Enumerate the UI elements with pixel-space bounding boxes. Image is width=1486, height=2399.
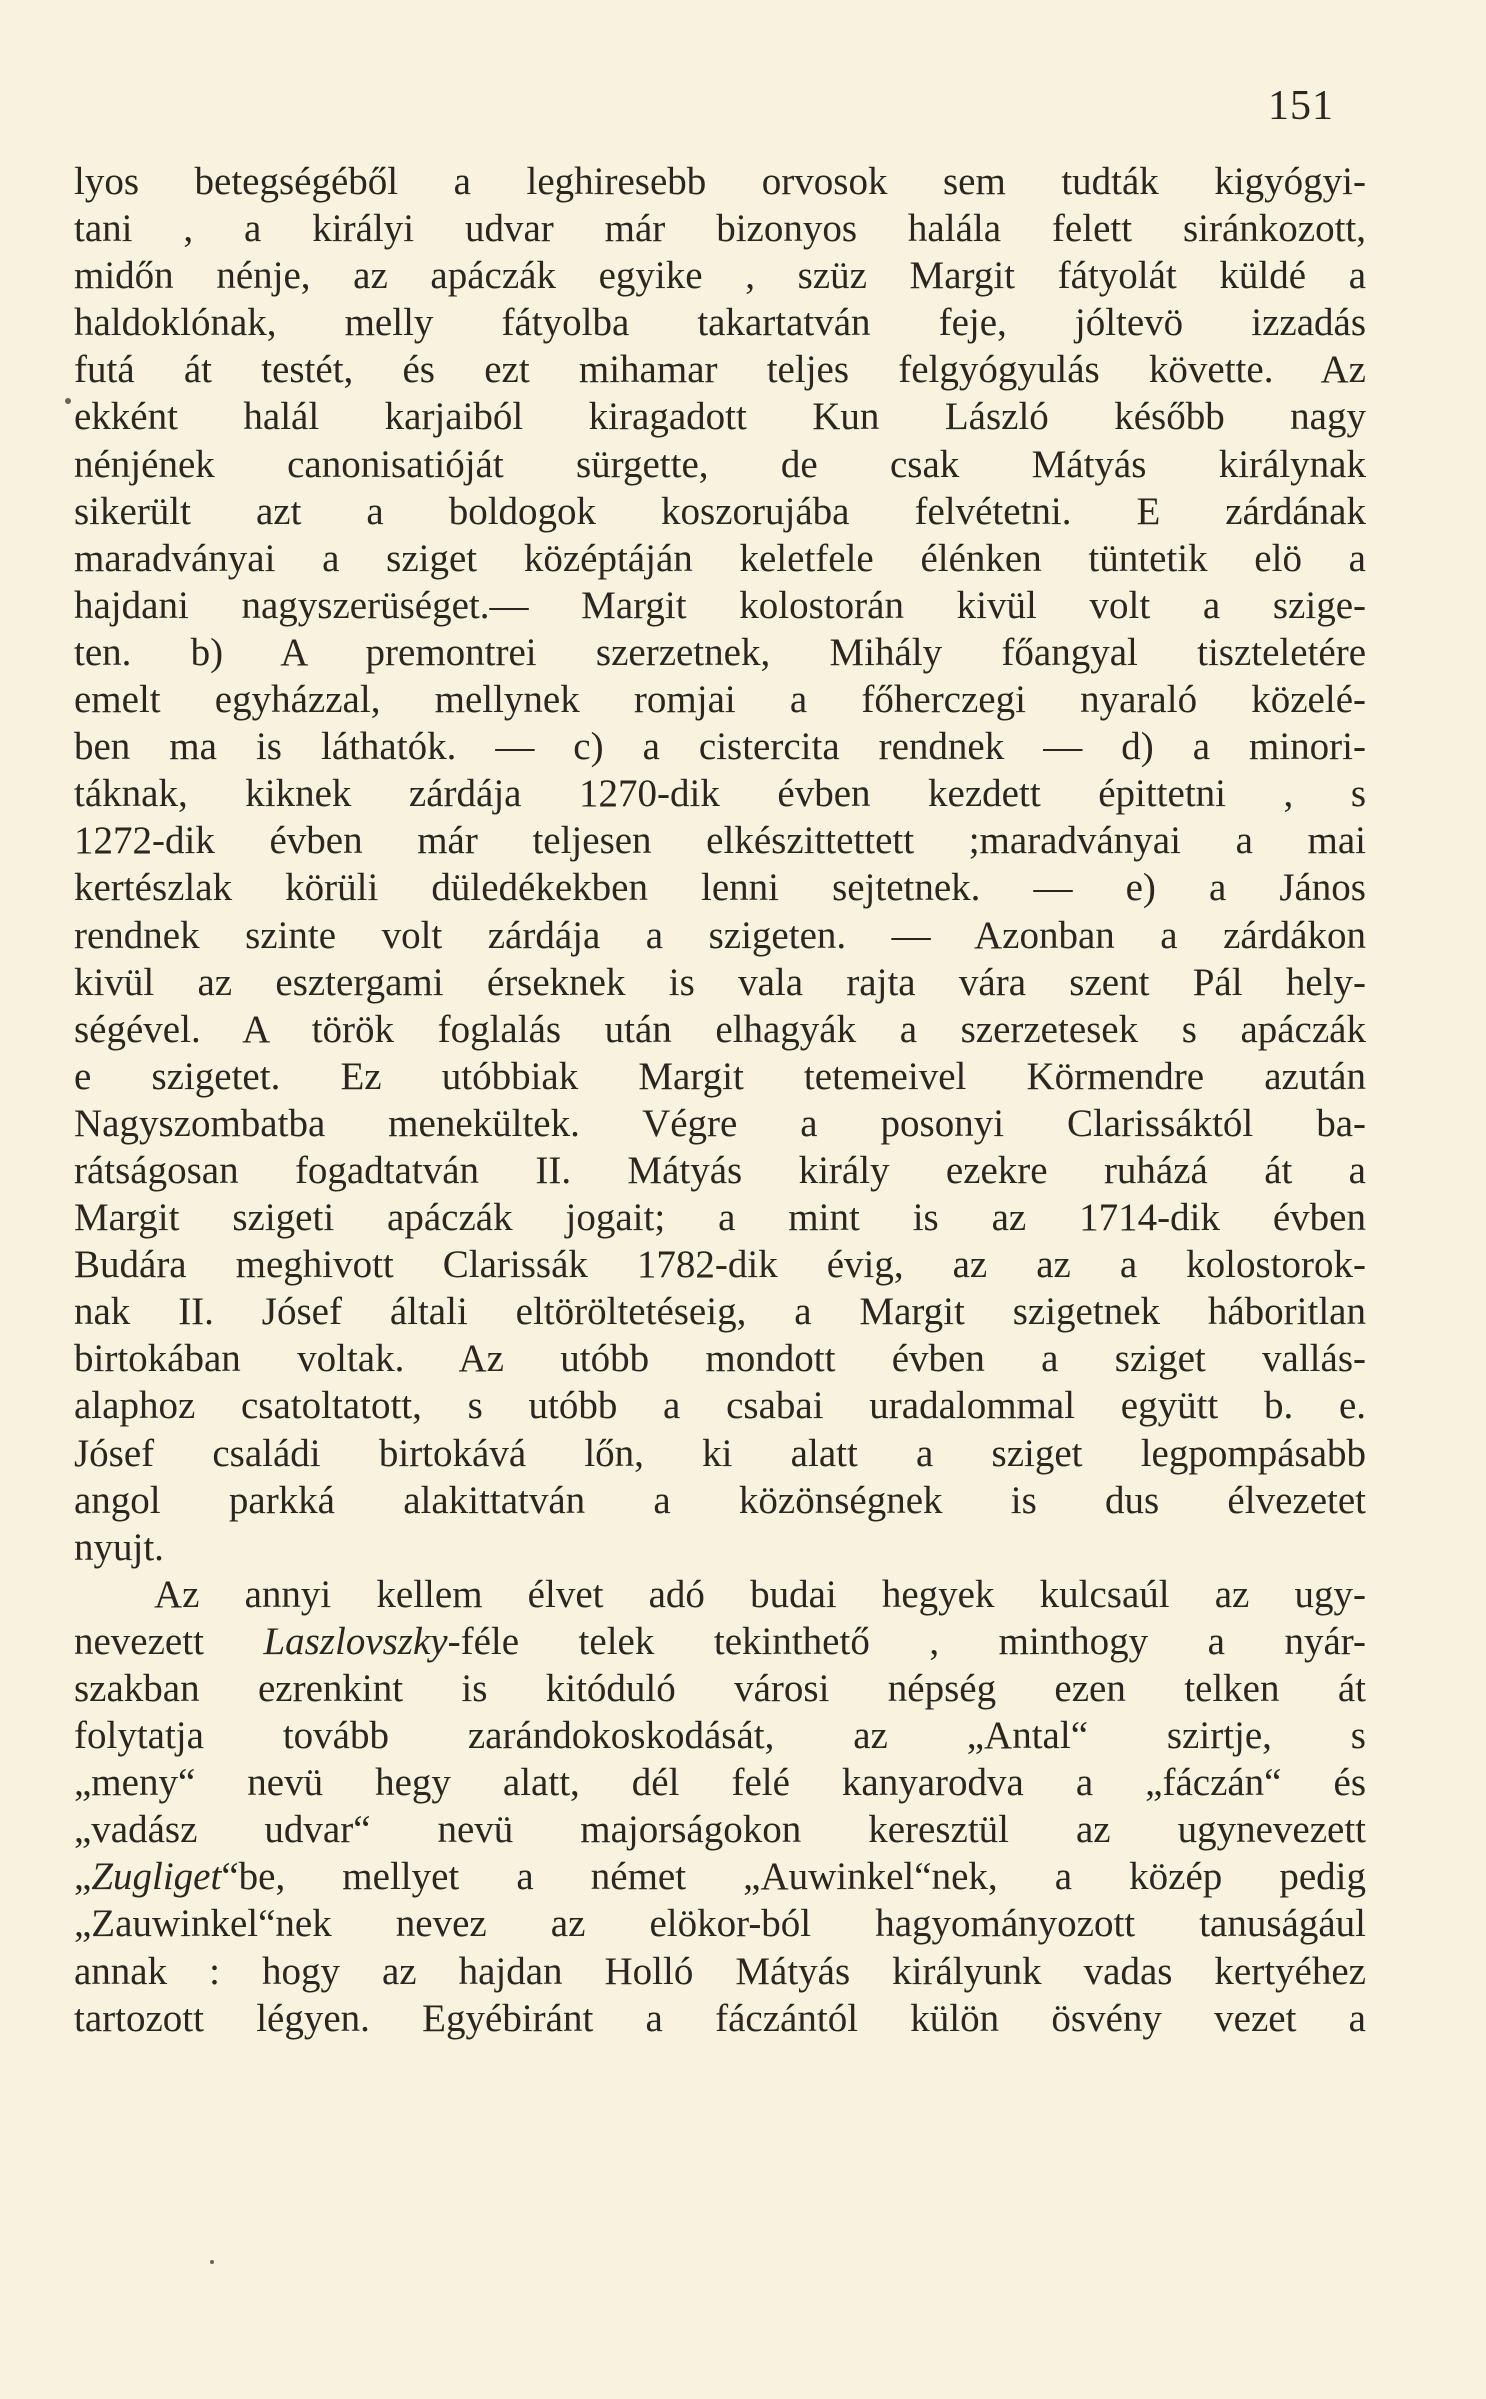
text-run: tartozott légyen. Egyébiránt a fáczántól külön ösvény vezet a	[74, 1996, 1366, 2040]
text-run: -féle telek tekinthető , minthogy a nyár-	[447, 1619, 1366, 1663]
text-run: sikerült azt a boldogok koszorujába felvétetni. E zárdának	[74, 489, 1366, 533]
text-run: Az annyi kellem élvet adó budai hegyek kulcsaúl az ugy-	[154, 1572, 1366, 1616]
text-line	[74, 1571, 1366, 1618]
text-run: folytatja tovább zarándokoskodását, az „Antal“ szirtje, s	[74, 1714, 1366, 1758]
text-line	[74, 1806, 1366, 1853]
text-run: „vadász udvar“ nevü majorságokon keresztül az ugynevezett	[74, 1808, 1366, 1852]
body-text	[74, 158, 1366, 2042]
text-run: szakban ezrenkint is kitóduló városi népség ezen telken át	[74, 1667, 1366, 1710]
text-run: maradványai a sziget középtáján keletfele élénken tüntetik elö a	[74, 536, 1366, 580]
text-run: ekként halál karjaiból kiragadott Kun László később nagy	[74, 395, 1366, 439]
text-run: nak II. Jósef általi eltöröltetéseig, a Margit szigetnek háboritlan	[74, 1290, 1366, 1334]
text-run: rátságosan fogadtatván II. Mátyás király ezekre ruházá át a	[74, 1148, 1366, 1192]
text-run: „	[74, 1855, 92, 1899]
text-line	[74, 1288, 1366, 1335]
text-line	[74, 393, 1366, 440]
text-line	[74, 1712, 1366, 1759]
text-run: nénjének canonisatióját sürgette, de csak Mátyás királynak	[74, 442, 1366, 486]
text-run: lyos betegségéből a leghiresebb orvosok sem tudták kigyógyi-	[74, 160, 1366, 203]
text-line	[74, 1477, 1366, 1524]
text-run: Jósef családi birtokává lőn, ki alatt a sziget legpompásabb	[74, 1431, 1366, 1475]
text-line	[74, 1053, 1366, 1100]
text-line	[74, 535, 1366, 582]
text-line	[74, 1241, 1366, 1288]
text-line	[74, 1995, 1366, 2042]
text-line	[74, 346, 1366, 393]
text-line	[74, 1759, 1366, 1806]
text-line	[74, 959, 1366, 1006]
text-line	[74, 864, 1366, 911]
text-line	[74, 1524, 1366, 1571]
text-run: kivül az esztergami érseknek is vala rajta vára szent Pál hely-	[74, 960, 1366, 1004]
text-run: “be, mellyet a német „Auwinkel“nek, a közép pedig	[221, 1855, 1366, 1899]
text-line	[74, 817, 1366, 864]
italic-name: Laszlovszky	[263, 1619, 448, 1663]
text-line	[74, 1948, 1366, 1995]
text-run: táknak, kiknek zárdája 1270-dik évben kezdett épittetni , s	[74, 772, 1366, 816]
text-line	[74, 1100, 1366, 1147]
text-run: haldoklónak, melly fátyolba takartatván feje, jóltevö izzadás	[74, 301, 1366, 345]
text-run: 1272-dik évben már teljesen elkészittettett ;maradványai a mai	[74, 819, 1366, 863]
text-line	[74, 252, 1366, 299]
text-line	[74, 1006, 1366, 1053]
text-line	[74, 158, 1366, 205]
text-run: alaphoz csatoltatott, s utóbb a csabai uradalommal együtt b. e.	[74, 1384, 1366, 1428]
text-run: „Zauwinkel“nek nevez az elökor-ból hagyományozott tanuságául	[74, 1902, 1366, 1946]
text-run: nyujt.	[74, 1525, 164, 1569]
italic-name: Zugliget	[91, 1855, 222, 1899]
text-run: ten. b) A premontrei szerzetnek, Mihály főangyal tiszteletére	[74, 630, 1366, 674]
text-run: hajdani nagyszerüséget.— Margit kolostorán kivül volt a szige-	[74, 583, 1366, 627]
text-line	[74, 1194, 1366, 1241]
text-run: „meny“ nevü hegy alatt, dél felé kanyarodva a „fáczán“ és	[74, 1761, 1366, 1805]
text-line	[74, 1853, 1366, 1900]
text-line	[74, 488, 1366, 535]
page-number: 151	[1268, 83, 1334, 129]
text-run: Margit szigeti apáczák jogait; a mint is az 1714-dik évben	[74, 1196, 1366, 1240]
text-line	[74, 676, 1366, 723]
text-run: e szigetet. Ez utóbbiak Margit tetemeivel Körmendre azután	[74, 1054, 1366, 1098]
text-run: tani , a királyi udvar már bizonyos halála felett siránkozott,	[74, 207, 1366, 251]
text-run: Budára meghivott Clarissák 1782-dik évig, az az a kolostorok-	[74, 1243, 1366, 1287]
text-run: angol parkká alakittatván a közönségnek is dus élvezetet	[74, 1478, 1366, 1522]
text-line	[74, 1665, 1366, 1712]
text-run: nevezett	[74, 1619, 264, 1663]
text-run: rendnek szinte volt zárdája a szigeten. — Azonban a zárdákon	[74, 913, 1366, 957]
text-line	[74, 1335, 1366, 1382]
text-line	[74, 912, 1366, 959]
text-line	[74, 770, 1366, 817]
text-run: midőn nénje, az apáczák egyike , szüz Margit fátyolát küldé a	[74, 254, 1366, 298]
text-line	[74, 1382, 1366, 1429]
ink-speck	[210, 2260, 214, 2264]
text-line	[74, 205, 1366, 252]
text-line	[74, 723, 1366, 770]
text-line	[74, 1900, 1366, 1947]
text-line	[74, 1147, 1366, 1194]
text-run: ben ma is láthatók. — c) a cistercita rendnek — d) a minori-	[74, 725, 1366, 769]
text-run: futá át testét, és ezt mihamar teljes felgyógyulás követte. Az	[74, 348, 1366, 392]
text-run: Nagyszombatba menekültek. Végre a posonyi Clarissáktól ba-	[74, 1101, 1366, 1145]
text-run: ségével. A török foglalás után elhagyák a szerzetesek s apáczák	[74, 1007, 1366, 1051]
text-run: kertészlak körüli düledékekben lenni sejtetnek. — e) a János	[74, 866, 1366, 910]
text-run: birtokában voltak. Az utóbb mondott évben a sziget vallás-	[74, 1337, 1366, 1381]
text-run: emelt egyházzal, mellynek romjai a főherczegi nyaraló közelé-	[74, 678, 1366, 722]
text-line	[74, 1430, 1366, 1477]
ink-speck	[65, 398, 71, 404]
text-line	[74, 582, 1366, 629]
text-line	[74, 629, 1366, 676]
text-line	[74, 441, 1366, 488]
text-line	[74, 1618, 1366, 1665]
text-run: annak : hogy az hajdan Holló Mátyás királyunk vadas kertyéhez	[74, 1949, 1366, 1993]
text-line	[74, 299, 1366, 346]
